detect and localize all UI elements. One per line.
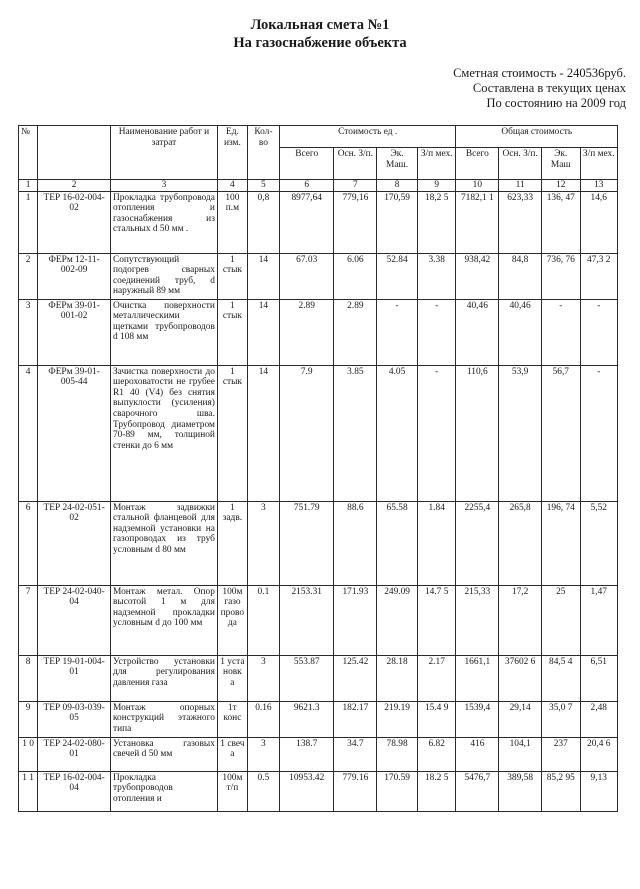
total-total-cell: 215,33: [456, 585, 499, 655]
row-number: 8: [19, 655, 38, 701]
column-number: 4: [217, 180, 247, 192]
unit-total-cell: 138.7: [279, 737, 334, 771]
unit-base-wage-cell: 125.42: [334, 655, 377, 701]
quantity-cell: 14: [247, 253, 279, 299]
col-header-unit: Ед. изм.: [217, 126, 247, 180]
unit-base-wage-cell: 88.6: [334, 501, 377, 585]
work-name: Прокладка трубопровода отопления и газоснабжения из стальных d 50 мм .: [110, 191, 217, 253]
quantity-cell: 0.1: [247, 585, 279, 655]
total-base-wage-cell: 53,9: [499, 365, 542, 501]
unit-machines-cell: -: [377, 299, 418, 365]
total-machines-cell: 85,2 95: [542, 771, 581, 811]
col-header-name: Наименование работ и затрат: [110, 126, 217, 180]
col-header-total-total: Всего: [456, 148, 499, 180]
unit-cell: 1 стык: [217, 253, 247, 299]
unit-total-cell: 2.89: [279, 299, 334, 365]
total-machines-cell: 136, 47: [542, 191, 581, 253]
total-mech-wage-cell: 47,3 2: [580, 253, 617, 299]
quantity-cell: 0,8: [247, 191, 279, 253]
total-mech-wage-cell: 14,6: [580, 191, 617, 253]
total-mech-wage-cell: 9,13: [580, 771, 617, 811]
row-number: 3: [19, 299, 38, 365]
total-machines-cell: -: [542, 299, 581, 365]
col-header-unit-total: Всего: [279, 148, 334, 180]
column-number: 6: [279, 180, 334, 192]
work-code: ТЕР 24-02-080-01: [38, 737, 111, 771]
table-row: [19, 585, 618, 655]
work-code: ФЕРм 39-01-005-44: [38, 365, 111, 501]
unit-base-wage-cell: 6.06: [334, 253, 377, 299]
total-total-cell: 1539,4: [456, 701, 499, 737]
table-row: [19, 771, 618, 811]
column-number-row: [19, 180, 618, 192]
title-line-1: Локальная смета №1: [250, 17, 390, 33]
unit-machines-cell: 4.05: [377, 365, 418, 501]
total-base-wage-cell: 265,8: [499, 501, 542, 585]
total-total-cell: 7182,1 1: [456, 191, 499, 253]
total-mech-wage-cell: -: [580, 299, 617, 365]
work-code: ТЕР 16-02-004-02: [38, 191, 111, 253]
quantity-cell: 3: [247, 501, 279, 585]
work-name: Зачистка поверхности до шероховатости не грубее R1 40 (V4) без снятия выпуклости (усиления) сварочного шва. Трубопровод диаметром 70-89 мм, толщиной стенки до 6 мм: [110, 365, 217, 501]
col-header-total-base-wage: Осн. З/п.: [499, 148, 542, 180]
column-number: 2: [38, 180, 111, 192]
column-number: 10: [456, 180, 499, 192]
work-code: ФЕРм 12-11-002-09: [38, 253, 111, 299]
row-number: 7: [19, 585, 38, 655]
cost-line: Сметная стоимость - 240536руб.: [453, 66, 626, 80]
total-total-cell: 110,6: [456, 365, 499, 501]
total-base-wage-cell: 40,46: [499, 299, 542, 365]
unit-machines-cell: 170.59: [377, 771, 418, 811]
work-name: Сопутствующий подогрев сварных соединений труб, d наружный 89 мм: [110, 253, 217, 299]
unit-mech-wage-cell: -: [417, 299, 456, 365]
title-line-2: На газоснабжение объекта: [233, 35, 407, 51]
total-base-wage-cell: 104,1: [499, 737, 542, 771]
unit-mech-wage-cell: 15.4 9: [417, 701, 456, 737]
row-number: 1 0: [19, 737, 38, 771]
total-total-cell: 938,42: [456, 253, 499, 299]
total-mech-wage-cell: 20,4 6: [580, 737, 617, 771]
unit-base-wage-cell: 3.85: [334, 365, 377, 501]
unit-base-wage-cell: 34.7: [334, 737, 377, 771]
unit-cell: 100м т/п: [217, 771, 247, 811]
quantity-cell: 3: [247, 655, 279, 701]
unit-total-cell: 2153.31: [279, 585, 334, 655]
total-total-cell: 2255,4: [456, 501, 499, 585]
column-number: 13: [580, 180, 617, 192]
total-total-cell: 40,46: [456, 299, 499, 365]
work-name: Монтаж метал. Опор высотой 1 м для надземной прокладки условным d до 100 мм: [110, 585, 217, 655]
unit-cell: 100м газо прово да: [217, 585, 247, 655]
work-name: Установка газовых свечей d 50 мм: [110, 737, 217, 771]
unit-machines-cell: 28.18: [377, 655, 418, 701]
unit-total-cell: 553.87: [279, 655, 334, 701]
table-row: [19, 655, 618, 701]
unit-mech-wage-cell: 18.2 5: [417, 771, 456, 811]
row-number: 2: [19, 253, 38, 299]
total-mech-wage-cell: 2,48: [580, 701, 617, 737]
estimate-meta: [453, 66, 626, 111]
unit-machines-cell: 52.84: [377, 253, 418, 299]
work-name: Монтаж опорных конструкций этажного типа: [110, 701, 217, 737]
work-code: ТЕР 24-02-040-04: [38, 585, 111, 655]
column-number: 1: [19, 180, 38, 192]
document-title: [0, 16, 640, 52]
unit-cell: 1т конс: [217, 701, 247, 737]
total-base-wage-cell: 29,14: [499, 701, 542, 737]
total-machines-cell: 84,5 4: [542, 655, 581, 701]
unit-total-cell: 751.79: [279, 501, 334, 585]
row-number: 4: [19, 365, 38, 501]
unit-mech-wage-cell: 14.7 5: [417, 585, 456, 655]
unit-total-cell: 67.03: [279, 253, 334, 299]
unit-machines-cell: 78.98: [377, 737, 418, 771]
row-number: 1: [19, 191, 38, 253]
total-base-wage-cell: 389,58: [499, 771, 542, 811]
table-row: [19, 737, 618, 771]
total-total-cell: 1661,1: [456, 655, 499, 701]
unit-mech-wage-cell: 18,2 5: [417, 191, 456, 253]
unit-machines-cell: 219.19: [377, 701, 418, 737]
unit-cell: 100 п.м: [217, 191, 247, 253]
column-number: 12: [542, 180, 581, 192]
table-row: [19, 365, 618, 501]
col-header-total-cost: Общая стоимость: [456, 126, 618, 148]
work-code: ФЕРм 39-01-001-02: [38, 299, 111, 365]
col-header-total-mech-wage: З/п мех.: [580, 148, 617, 180]
total-machines-cell: 25: [542, 585, 581, 655]
total-base-wage-cell: 84,8: [499, 253, 542, 299]
work-code: ТЕР 19-01-004-01: [38, 655, 111, 701]
unit-mech-wage-cell: 6.82: [417, 737, 456, 771]
total-mech-wage-cell: -: [580, 365, 617, 501]
unit-cell: 1 свеч а: [217, 737, 247, 771]
table-row: [19, 299, 618, 365]
date-line: По состоянию на 2009 год: [486, 96, 626, 110]
work-code: ТЕР 16-02-004-04: [38, 771, 111, 811]
row-number: 6: [19, 501, 38, 585]
table-row: [19, 253, 618, 299]
unit-base-wage-cell: 171.93: [334, 585, 377, 655]
quantity-cell: 3: [247, 737, 279, 771]
col-header-unit-base-wage: Осн. З/п.: [334, 148, 377, 180]
table-row: [19, 701, 618, 737]
total-machines-cell: 736, 76: [542, 253, 581, 299]
total-total-cell: 416: [456, 737, 499, 771]
col-header-qty: Кол-во: [247, 126, 279, 180]
row-number: 1 1: [19, 771, 38, 811]
col-header-total-machines: Эк. Маш: [542, 148, 581, 180]
column-number: 9: [417, 180, 456, 192]
unit-total-cell: 8977,64: [279, 191, 334, 253]
unit-machines-cell: 65.58: [377, 501, 418, 585]
unit-mech-wage-cell: 2.17: [417, 655, 456, 701]
total-machines-cell: 56,7: [542, 365, 581, 501]
row-number: 9: [19, 701, 38, 737]
quantity-cell: 14: [247, 299, 279, 365]
estimate-table: [18, 125, 618, 812]
total-base-wage-cell: 17,2: [499, 585, 542, 655]
column-number: 5: [247, 180, 279, 192]
unit-mech-wage-cell: -: [417, 365, 456, 501]
work-name: Устройство установки для регулирования давления газа: [110, 655, 217, 701]
work-code: ТЕР 24-02-051-02: [38, 501, 111, 585]
quantity-cell: 14: [247, 365, 279, 501]
total-machines-cell: 237: [542, 737, 581, 771]
work-name: Монтаж задвижки стальной фланцевой для надземной установки на газопроводах из труб условным d 80 мм: [110, 501, 217, 585]
work-code: ТЕР 09-03-039-05: [38, 701, 111, 737]
unit-total-cell: 7.9: [279, 365, 334, 501]
unit-total-cell: 10953.42: [279, 771, 334, 811]
table-row: [19, 501, 618, 585]
work-name: Прокладка трубопроводов отопления и: [110, 771, 217, 811]
total-mech-wage-cell: 6,51: [580, 655, 617, 701]
unit-cell: 1 стык: [217, 299, 247, 365]
quantity-cell: 0.16: [247, 701, 279, 737]
column-number: 7: [334, 180, 377, 192]
unit-cell: 1 стык: [217, 365, 247, 501]
unit-total-cell: 9621.3: [279, 701, 334, 737]
col-header-unit-cost: Стоимость ед .: [279, 126, 456, 148]
total-mech-wage-cell: 1,47: [580, 585, 617, 655]
unit-cell: 1 задв.: [217, 501, 247, 585]
prices-line: Составлена в текущих ценах: [472, 81, 626, 95]
col-header-num: №: [19, 126, 38, 180]
header-row-1: [19, 126, 618, 148]
unit-machines-cell: 170,59: [377, 191, 418, 253]
column-number: 3: [110, 180, 217, 192]
table-row: [19, 191, 618, 253]
total-mech-wage-cell: 5,52: [580, 501, 617, 585]
unit-cell: 1 уста новк а: [217, 655, 247, 701]
total-total-cell: 5476,7: [456, 771, 499, 811]
col-header-unit-machines: Эк. Маш.: [377, 148, 418, 180]
col-header-unit-mech-wage: З/п мех.: [417, 148, 456, 180]
total-machines-cell: 35,0 7: [542, 701, 581, 737]
unit-machines-cell: 249.09: [377, 585, 418, 655]
unit-mech-wage-cell: 3.38: [417, 253, 456, 299]
unit-base-wage-cell: 182.17: [334, 701, 377, 737]
unit-mech-wage-cell: 1.84: [417, 501, 456, 585]
col-header-code: [38, 126, 111, 180]
work-name: Очистка поверхности металлическими щетками трубопроводов d 108 мм: [110, 299, 217, 365]
column-number: 11: [499, 180, 542, 192]
total-base-wage-cell: 623,33: [499, 191, 542, 253]
total-machines-cell: 196, 74: [542, 501, 581, 585]
total-base-wage-cell: 37602 6: [499, 655, 542, 701]
unit-base-wage-cell: 779,16: [334, 191, 377, 253]
unit-base-wage-cell: 2.89: [334, 299, 377, 365]
quantity-cell: 0.5: [247, 771, 279, 811]
column-number: 8: [377, 180, 418, 192]
unit-base-wage-cell: 779.16: [334, 771, 377, 811]
